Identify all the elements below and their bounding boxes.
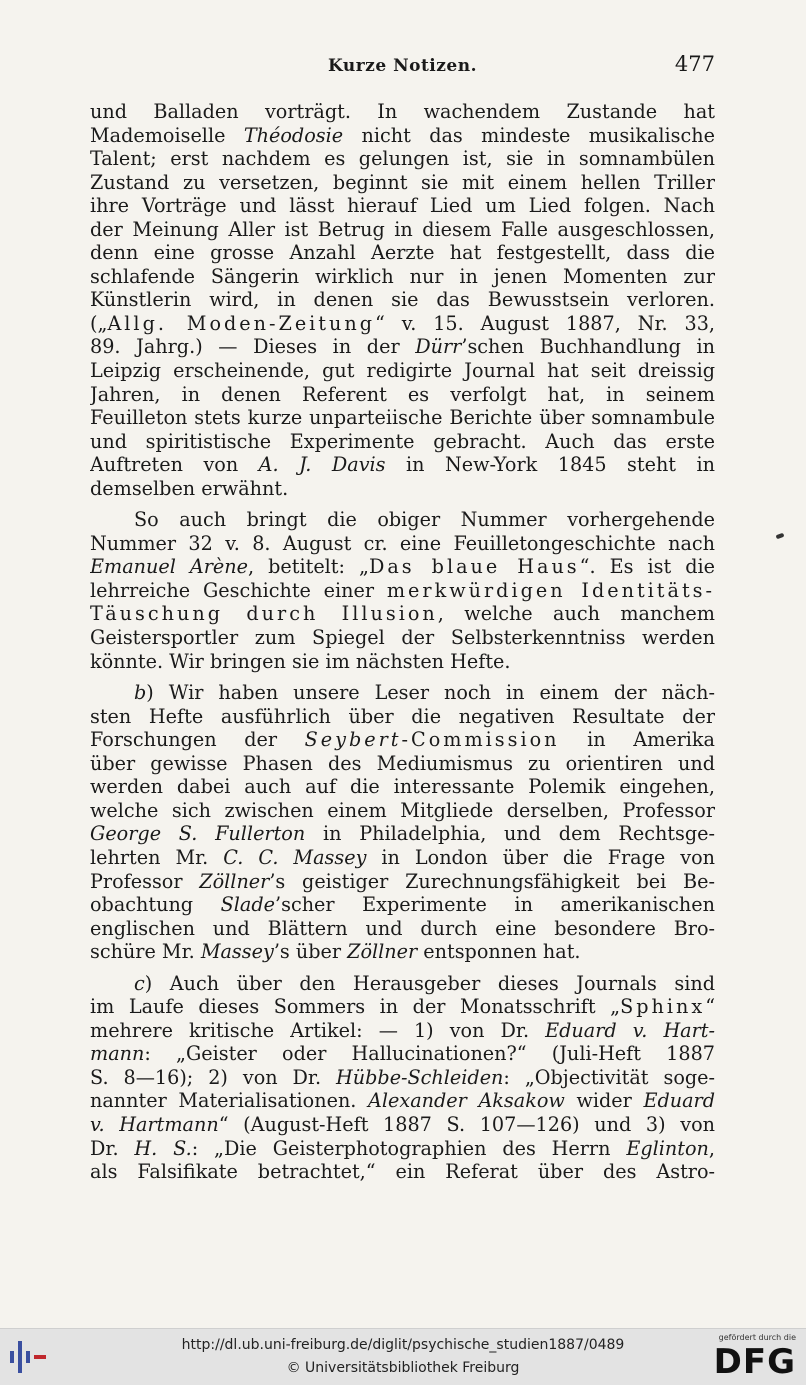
text-line: Geistersportler zum Spiegel der Selbsterkenntniss werden	[90, 626, 715, 650]
text-line: Jahren, in denen Referent es verfolgt hat, in seinem	[90, 382, 715, 406]
text-line: im Laufe dieses Sommers in der Monatsschrift „Sphinx“	[90, 995, 715, 1019]
text-line: ihre Vorträge und lässt hierauf Lied um Lied folgen. Nach	[90, 194, 715, 218]
text-line: nannter Materialisationen. Alexander Aksakow wider Eduard	[90, 1089, 715, 1113]
text-line: Zustand zu versetzen, beginnt sie mit einem hellen Triller	[90, 170, 715, 194]
text-line: Mademoiselle Théodosie nicht das mindeste musikalische	[90, 123, 715, 147]
text-line: englischen und Blättern und durch eine besondere Bro-	[90, 916, 715, 940]
text-line: So auch bringt die obiger Nummer vorhergehende	[134, 508, 715, 532]
dfg-logo: DFG	[713, 1342, 796, 1382]
text-line: Künstlerin wird, in denen sie das Bewusstsein verloren.	[90, 288, 715, 312]
text-line: lehrreiche Geschichte einer merkwürdigen Identitäts-	[90, 578, 715, 602]
footer-bar	[0, 1328, 806, 1385]
text-line: Nummer 32 v. 8. August cr. eine Feuilletongeschichte nach	[90, 531, 715, 555]
text-line: v. Hartmann“ (August-Heft 1887 S. 107—126) und 3) von	[90, 1112, 715, 1136]
text-line: 89. Jahrg.) — Dieses in der Dürr’schen Buchhandlung in	[90, 335, 715, 359]
text-line: und spiritistische Experimente gebracht. Auch das erste	[90, 429, 715, 453]
dfg-funding-note: gefördert durch die	[718, 1333, 796, 1342]
text-line: („Allg. Moden-Zeitung“ v. 15. August 1887, Nr. 33,	[90, 311, 715, 335]
text-line: mann: „Geister oder Hallucinationen?“ (Juli-Heft 1887	[90, 1042, 715, 1066]
text-line: werden dabei auch auf die interessante Polemik eingehen,	[90, 775, 715, 799]
text-line: S. 8—16); 2) von Dr. Hübbe-Schleiden: „Objectivität soge-	[90, 1065, 715, 1089]
text-line: Talent; erst nachdem es gelungen ist, sie in somnambülen	[90, 147, 715, 171]
text-line: der Meinung Aller ist Betrug in diesem Falle ausgeschlossen,	[90, 217, 715, 241]
text-line: Leipzig erscheinende, gut redigirte Journal hat seit dreissig	[90, 359, 715, 383]
text-line: b) Wir haben unsere Leser noch in einem der näch-	[134, 681, 715, 705]
text-line: könnte. Wir bringen sie im nächsten Hefte.	[90, 649, 511, 673]
text-line: Feuilleton stets kurze unparteiische Berichte über somnambule	[90, 406, 715, 430]
text-line: Dr. H. S.: „Die Geisterphotographien des Herrn Eglinton,	[90, 1136, 715, 1160]
text-line: über gewisse Phasen des Mediumismus zu orientiren und	[90, 751, 715, 775]
running-title: Kurze Notizen.	[327, 56, 478, 76]
text-line: c) Auch über den Herausgeber dieses Journals sind	[134, 971, 715, 995]
margin-mark	[776, 533, 785, 539]
text-line: Professor Zöllner’s geistiger Zurechnungsfähigkeit bei Be-	[90, 869, 715, 893]
text-line: Täuschung durch Illusion, welche auch manchem	[90, 602, 715, 626]
text-line: Auftreten von A. J. Davis in New-York 1845 steht in	[90, 453, 715, 477]
text-line: Emanuel Arène, betitelt: „Das blaue Haus“. Es ist die	[90, 555, 715, 579]
body-text	[90, 100, 715, 1184]
text-line: lehrten Mr. C. C. Massey in London über die Frage von	[90, 845, 715, 869]
text-line: als Falsifikate betrachtet,“ ein Referat über des Astro-	[90, 1160, 715, 1184]
text-line: sten Hefte ausführlich über die negativen Resultate der	[90, 704, 715, 728]
page-header	[90, 52, 715, 82]
text-line: demselben erwähnt.	[90, 476, 289, 500]
text-line: schlafende Sängerin wirklich nur in jenen Momenten zur	[90, 264, 715, 288]
text-line: welche sich zwischen einem Mitgliede derselben, Professor	[90, 798, 715, 822]
text-line: George S. Fullerton in Philadelphia, und dem Rechtsge-	[90, 822, 715, 846]
source-url-link[interactable]: http://dl.ub.uni-freiburg.de/diglit/psychische_studien1887/0489	[181, 1337, 625, 1353]
text-line: mehrere kritische Artikel: — 1) von Dr. Eduard v. Hart-	[90, 1018, 715, 1042]
text-line: und Balladen vorträgt. In wachendem Zustande hat	[90, 100, 715, 123]
text-line: schüre Mr. Massey’s über Zöllner entsponnen hat.	[90, 940, 581, 964]
page-number: 477	[674, 52, 715, 76]
text-line: obachtung Slade’scher Experimente in amerikanischen	[90, 893, 715, 917]
text-line: denn eine grosse Anzahl Aerzte hat festgestellt, dass die	[90, 241, 715, 265]
text-line: Forschungen der Seybert-Commission in Amerika	[90, 728, 715, 752]
library-credit: © Universitätsbibliothek Freiburg	[286, 1360, 520, 1376]
